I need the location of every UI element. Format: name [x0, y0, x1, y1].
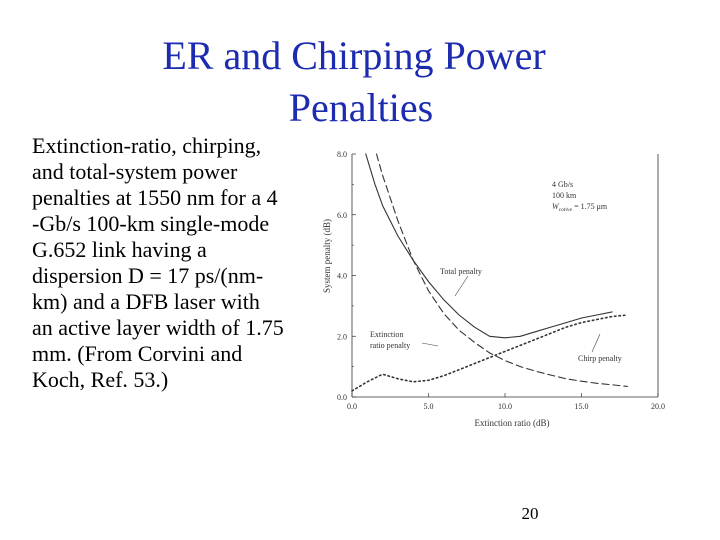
x-tick-label: 20.0 [651, 402, 665, 411]
y-tick-label: 2.0 [337, 332, 347, 342]
annotation-extinction-2: ratio penalty [370, 341, 411, 350]
info-box-line: 100 km [552, 191, 577, 200]
y-tick-label: 4.0 [337, 271, 347, 281]
x-tick-label: 15.0 [574, 402, 589, 411]
info-box-line [552, 202, 608, 213]
annotation-chirp-penalty: Chirp penalty [578, 354, 622, 363]
slide-title [0, 30, 720, 134]
slide-body-text [32, 133, 306, 393]
x-tick-label: 10.0 [498, 402, 512, 411]
y-axis-label: System penalty (dB) [322, 219, 332, 293]
info-box-symbol: W [552, 202, 559, 211]
page-number: 20 [521, 504, 539, 523]
body-line: penalties at 1550 nm for a 4 [32, 185, 278, 210]
y-tick-label: 6.0 [337, 210, 347, 220]
body-line: Extinction-ratio, chirping, [32, 133, 262, 158]
annotation-leader-total [455, 276, 468, 296]
y-tick-labels [337, 150, 347, 402]
annotation-leader-extinction [422, 343, 438, 346]
info-box-subscript: cotive [558, 207, 573, 213]
body-line: km) and a DFB laser with [32, 289, 260, 314]
annotation-extinction: Extinction [370, 330, 404, 339]
y-tick-label: 8.0 [337, 150, 347, 159]
body-line: mm. (From Corvini and [32, 341, 243, 366]
x-tick-labels [347, 402, 665, 411]
slide-title-line-2: Penalties [288, 85, 434, 130]
body-line: Koch, Ref. 53.) [32, 367, 169, 392]
body-line: G.652 link having a [32, 237, 207, 262]
series-line-extinction-ratio-penalty [377, 154, 628, 386]
annotation-total-penalty: Total penalty [440, 267, 482, 276]
info-box-value: = 1.75 μm [574, 202, 608, 211]
annotation-leader-chirp [592, 334, 600, 352]
info-box [552, 180, 608, 213]
body-line: and total-system power [32, 159, 238, 184]
body-line: -Gb/s 100-km single-mode [32, 211, 270, 236]
x-axis-label: Extinction ratio (dB) [474, 418, 550, 428]
body-line: an active layer width of 1.75 [32, 315, 284, 340]
x-tick-label: 5.0 [423, 402, 434, 411]
series-line-total-penalty [366, 154, 612, 338]
y-tick-label: 0.0 [337, 393, 347, 402]
info-box-line: 4 Gb/s [552, 180, 574, 189]
slide-title-line-1: ER and Chirping Power [162, 33, 546, 78]
penalty-chart [300, 138, 680, 438]
body-line: dispersion D = 17 ps/(nm- [32, 263, 264, 288]
x-tick-label: 0.0 [347, 402, 357, 411]
chart-annotations [370, 267, 622, 363]
